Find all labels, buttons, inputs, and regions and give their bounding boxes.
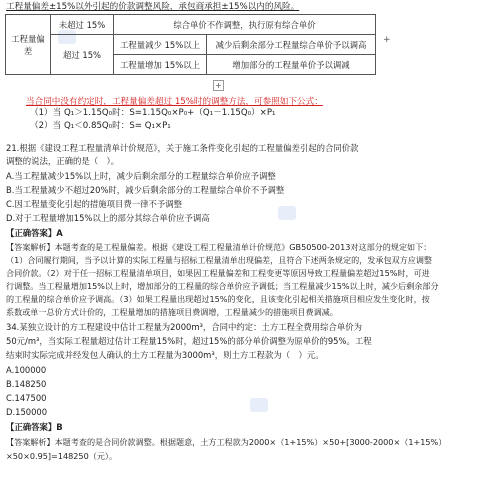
q21-answer: 【正确答案】A	[6, 228, 63, 238]
q21-option: B.当工程量减少不超过20%时，减少后剩余部分的工程量综合单价不予调整	[6, 185, 285, 195]
q21-stem: 调整的说法，正确的是（ ）。	[6, 156, 120, 166]
adjustment-table	[5, 14, 376, 75]
q34-answer: 【正确答案】B	[6, 422, 63, 432]
q21-option: D.对于工程量增加15%以上的部分其综合单价应予调高	[6, 213, 210, 223]
q21-analysis: 【答案解析】本题考查的是工程量偏差。根据《建设工程工程量清单计价规范》GB50500-2013对这部分的规定如下：	[6, 242, 432, 252]
table-cell: 综合单价不作调整，执行原有综合单价	[114, 15, 376, 35]
table-add-column-icon[interactable]: +	[383, 35, 391, 45]
table-cell: 超过 15%	[51, 35, 114, 75]
q34-option: C.147500	[6, 393, 47, 403]
q21-analysis: 合同价款。（2）对于任一招标工程量清单项目，如果因工程量偏差和工程变更等原因导致工程量偏差超过15%时，可进	[6, 268, 430, 278]
q21-analysis: 系数或单一总价方式计价的，工程量增加的措施项目费调增，工程量减少的措施项目费调减。	[6, 307, 338, 317]
q21-analysis: 的工程量的综合单价应予调高。（3）如果工程量出现超过15%的变化，且该变化引起相关措施项目相应发生变化时，按	[6, 294, 430, 304]
row-header-cell: 工程量偏差	[6, 15, 51, 75]
q34-option: B.148250	[6, 379, 47, 389]
table-cell: 工程量增加 15%以上	[114, 55, 207, 75]
q34-option: D.150000	[6, 407, 48, 417]
q21-option: A.当工程量减少15%以上时，减少后剩余部分的工程量综合单价应予调整	[6, 171, 276, 181]
q34-option: A.100000	[6, 365, 47, 375]
q34-analysis: ×50×0.95]=148250（元）。	[6, 451, 118, 461]
q21-stem: 21.根据《建设工程工程量清单计价规范》，关于施工条件变化引起的工程量偏差引起的合同价款	[6, 143, 359, 153]
q34-stem: 50元/m³，当实际工程量超过估计工程量15%时，超过15%的部分单价调整为原单价的95%。工程	[6, 336, 372, 346]
formula-2: （2）当 Q₁＜0.85Q₀时：S= Q₁×P₁	[30, 121, 171, 131]
q21-option: C.因工程量变化引起的措施项目费一律不予调整	[6, 199, 183, 209]
red-note: 当合同中没有约定时，工程量偏差超过 15%时的调整方法，可参照如下公式：	[26, 97, 323, 107]
q34-stem: 结束时实际完成并经发包人确认的土方工程量为3000m³，则土方工程款为（ ）元。	[6, 350, 324, 360]
table-cell: 未超过 15%	[51, 15, 114, 35]
q21-analysis: （1）合同履行期间，当予以计算的实际工程量与招标工程量清单出现偏差，且符合下述两条规定的，发承包双方应调整	[6, 255, 433, 265]
watermark-logo	[278, 206, 296, 220]
q34-stem: 34.某独立设计的方工程建设中估计工程量为2000m³，合同中约定：土方工程全费用综合单价为	[6, 322, 363, 332]
table-cell: 增加部分的工程量单价予以调减	[207, 55, 376, 75]
intro-text: 工程量偏差±15%以外引起的价款调整风险，承包商承担±15%以内的风险。	[6, 2, 300, 12]
table-cell: 工程量减少 15%以上	[114, 35, 207, 55]
table-add-row-icon[interactable]: +	[213, 80, 224, 91]
q34-analysis: 【答案解析】本题考查的是合同价款调整。根据题意，土方工程款为2000×（1+15%）×50+[3000-2000×（1+15%）	[6, 437, 447, 447]
table-cell: 减少后剩余部分工程量综合单价予以调高	[207, 35, 376, 55]
watermark-logo	[250, 398, 268, 412]
formula-1: （1）当 Q₁＞1.15Q₀时：S=1.15Q₀×P₀+（Q₁－1.15Q₀）×P₁	[30, 108, 276, 118]
q21-analysis: 行调整。当工程量增加15%以上时，增加部分的工程量的综合单价应予调低；当工程量减少15%以上时，减少后剩余部分	[6, 281, 439, 291]
